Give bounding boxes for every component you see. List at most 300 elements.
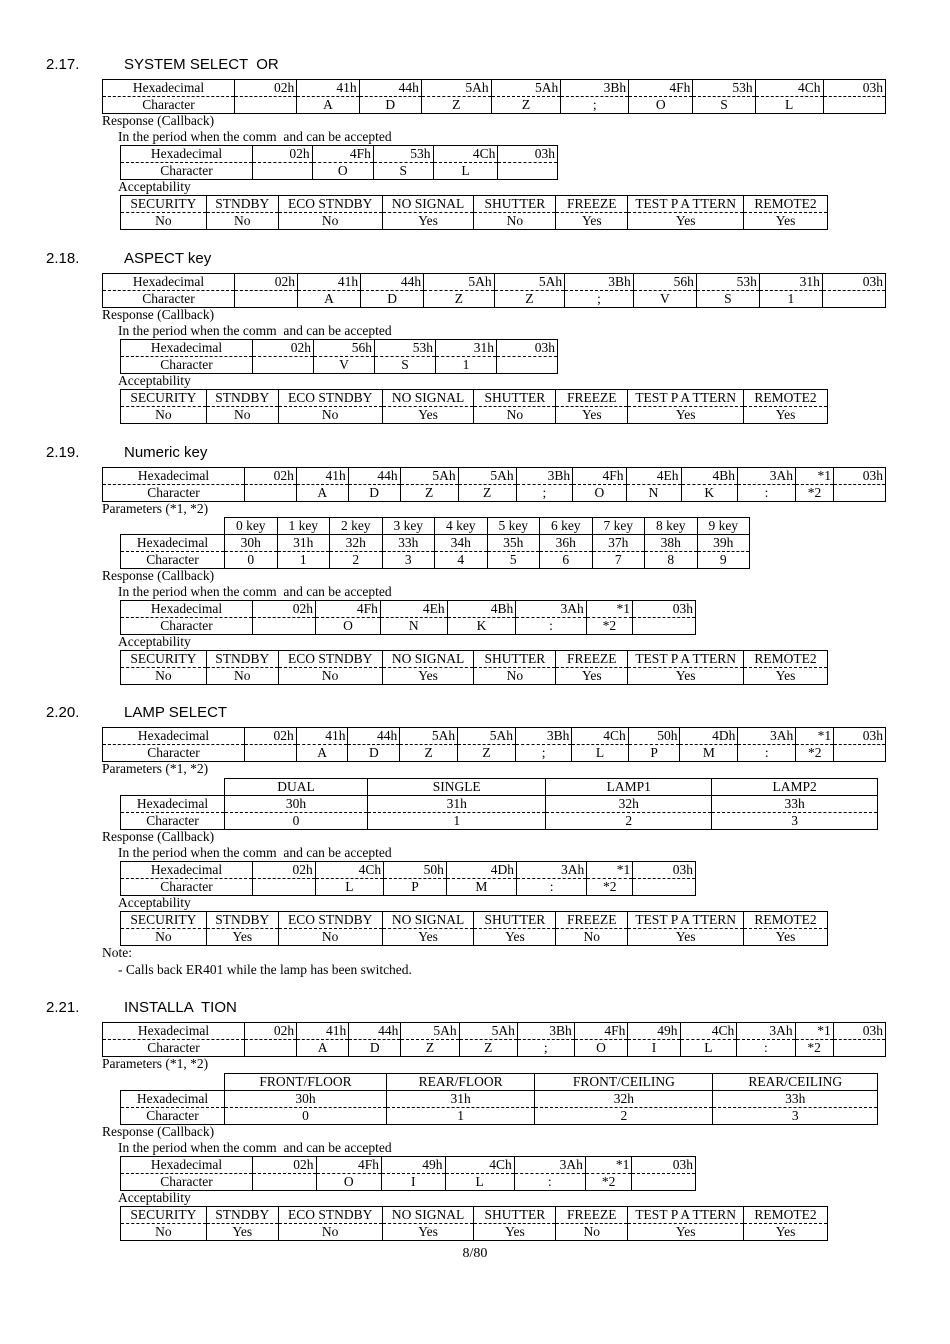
char-cell: : (516, 618, 586, 635)
acceptability-label: Acceptability (118, 373, 191, 388)
char-cell: A (296, 485, 348, 502)
section-title: ASPECT key (124, 250, 212, 267)
hex-cell: 3Bh (517, 1023, 574, 1040)
response-label: Response (Callback) (102, 568, 215, 583)
acc-value: Yes (382, 213, 474, 230)
hex-cell: 50h (628, 728, 680, 745)
hex-cell: 03h (823, 80, 885, 97)
page-number: 8/80 (462, 1246, 488, 1261)
char-row-label: Character (121, 163, 253, 180)
char-cell: N (626, 485, 681, 502)
char-cell (253, 618, 316, 635)
hex-cell: 4Dh (446, 862, 516, 879)
hex-cell: 53h (696, 274, 759, 291)
acc-header: STNDBY (206, 1207, 278, 1224)
char-cell: Z (458, 745, 516, 762)
acceptability-table (120, 195, 828, 230)
hex-cell: 3Bh (565, 274, 634, 291)
char-cell (497, 357, 558, 374)
acc-header: TEST P A TTERN (628, 1207, 744, 1224)
char-row-label: Character (103, 745, 245, 762)
parameters-label: Parameters (*1, *2) (102, 1056, 209, 1071)
acc-header: SECURITY (121, 1207, 207, 1224)
acc-value: Yes (206, 1224, 278, 1241)
char-cell (235, 97, 297, 114)
acc-value: Yes (744, 407, 828, 424)
acc-value: No (556, 1224, 628, 1241)
param-char: 1 (387, 1108, 535, 1125)
hex-cell: 4Fh (316, 601, 381, 618)
hex-cell: 02h (245, 468, 297, 485)
acc-header: STNDBY (206, 912, 278, 929)
hex-cell: 5Ah (491, 80, 561, 97)
hex-cell: 03h (834, 468, 886, 485)
hex-cell: 3Ah (737, 1023, 795, 1040)
param-hex: 31h (277, 535, 330, 552)
hex-cell: 5Ah (458, 728, 516, 745)
acc-value: No (121, 668, 207, 685)
char-cell: I (382, 1174, 446, 1191)
param-header: 5 key (487, 518, 540, 535)
param-char: 0 (225, 552, 278, 569)
hex-cell: 5Ah (458, 468, 516, 485)
acc-value: Yes (556, 668, 628, 685)
hex-row-label: Hexadecimal (121, 1091, 225, 1108)
acc-value: No (278, 213, 382, 230)
hex-cell: 5Ah (421, 80, 491, 97)
char-cell: ; (516, 485, 573, 502)
hex-row-label: Hexadecimal (103, 274, 235, 291)
char-cell: K (681, 485, 738, 502)
char-cell: V (633, 291, 696, 308)
acc-value: Yes (744, 929, 828, 946)
char-cell: A (296, 745, 348, 762)
acceptability-label: Acceptability (118, 634, 191, 649)
char-row-label: Character (121, 879, 253, 896)
acc-value: Yes (744, 213, 828, 230)
section-title: Numeric key (124, 444, 208, 461)
hex-cell: 5Ah (400, 728, 458, 745)
acc-value: No (121, 213, 207, 230)
response-table (120, 1156, 696, 1191)
char-cell: ; (517, 1040, 574, 1057)
char-row-label: Character (121, 357, 253, 374)
hex-cell: 4Ch (433, 146, 498, 163)
acc-header: STNDBY (206, 196, 278, 213)
acc-value: Yes (382, 668, 474, 685)
param-char: 2 (535, 1108, 713, 1125)
acc-value: No (474, 407, 556, 424)
hex-cell: 5Ah (401, 1023, 459, 1040)
char-cell (245, 1040, 297, 1057)
acc-value: Yes (556, 213, 628, 230)
param-header: LAMP1 (546, 779, 712, 796)
hex-cell: 3Ah (517, 862, 587, 879)
char-cell: Z (459, 1040, 517, 1057)
parameters-label: Parameters (*1, *2) (102, 501, 209, 516)
char-cell: Z (491, 97, 561, 114)
acc-header: REMOTE2 (744, 651, 828, 668)
param-char: 0 (225, 813, 368, 830)
hex-cell: 3Ah (516, 601, 586, 618)
char-cell: Z (421, 97, 491, 114)
acc-header: FREEZE (556, 912, 628, 929)
char-cell: O (312, 163, 373, 180)
response-label: Response (Callback) (102, 829, 215, 844)
char-cell (253, 357, 314, 374)
char-row-label: Character (121, 1108, 225, 1125)
hex-cell: 44h (348, 728, 400, 745)
hex-cell: 4Fh (573, 468, 626, 485)
command-table (102, 79, 886, 114)
hex-cell: 3Bh (561, 80, 629, 97)
acc-value: Yes (628, 407, 744, 424)
acc-header: NO SIGNAL (382, 1207, 474, 1224)
period-label: In the period when the comm and can be accepted (118, 129, 392, 144)
hex-cell: 02h (235, 80, 297, 97)
acc-value: No (121, 929, 207, 946)
acc-value: Yes (744, 668, 828, 685)
hex-cell: 4Fh (316, 1157, 381, 1174)
param-corner (121, 1074, 225, 1091)
param-hex: 37h (592, 535, 645, 552)
char-cell: D (359, 97, 421, 114)
hex-cell: 03h (833, 1023, 885, 1040)
char-cell: : (517, 879, 587, 896)
char-cell: O (573, 485, 626, 502)
param-header: 6 key (540, 518, 593, 535)
char-cell: : (738, 485, 796, 502)
hex-cell: 56h (314, 340, 375, 357)
param-hex: 33h (713, 1091, 878, 1108)
hex-cell: 44h (361, 274, 424, 291)
acc-header: ECO STNDBY (278, 912, 382, 929)
param-header: FRONT/FLOOR (225, 1074, 387, 1091)
char-cell: O (629, 97, 693, 114)
param-header: 8 key (645, 518, 698, 535)
char-cell (253, 879, 316, 896)
acc-header: SECURITY (121, 196, 207, 213)
acceptability-label: Acceptability (118, 895, 191, 910)
hex-cell: 41h (298, 274, 361, 291)
response-label: Response (Callback) (102, 307, 215, 322)
char-cell: Z (424, 291, 495, 308)
char-cell: A (297, 97, 359, 114)
response-table (120, 861, 696, 896)
hex-cell: 41h (296, 468, 348, 485)
char-cell: P (384, 879, 447, 896)
hex-cell: 02h (253, 1157, 317, 1174)
hex-row-label: Hexadecimal (103, 728, 245, 745)
hex-row-label: Hexadecimal (121, 796, 225, 813)
acc-header: SHUTTER (474, 390, 556, 407)
char-row-label: Character (121, 552, 225, 569)
hex-cell: *1 (587, 862, 633, 879)
acc-value: Yes (556, 407, 628, 424)
section-number: 2.20. (46, 704, 80, 721)
char-cell (822, 291, 885, 308)
hex-cell: 49h (382, 1157, 446, 1174)
acc-header: TEST P A TTERN (628, 390, 744, 407)
hex-cell: 4Fh (312, 146, 373, 163)
param-hex: 31h (368, 796, 546, 813)
char-cell: K (447, 618, 516, 635)
char-cell: V (314, 357, 375, 374)
period-label: In the period when the comm and can be accepted (118, 845, 392, 860)
hex-cell: 41h (296, 728, 348, 745)
acc-header: TEST P A TTERN (628, 912, 744, 929)
char-cell: A (297, 1040, 349, 1057)
period-label: In the period when the comm and can be accepted (118, 1140, 392, 1155)
command-table (102, 1022, 886, 1057)
param-header: REAR/CEILING (713, 1074, 878, 1091)
hex-row-label: Hexadecimal (121, 862, 253, 879)
acc-value: Yes (382, 929, 474, 946)
hex-cell: 41h (297, 1023, 349, 1040)
acc-header: SECURITY (121, 390, 207, 407)
hex-row-label: Hexadecimal (121, 535, 225, 552)
param-char: 5 (487, 552, 540, 569)
param-char: 1 (368, 813, 546, 830)
char-cell (245, 745, 297, 762)
hex-cell: 03h (822, 274, 885, 291)
hex-cell: 3Ah (738, 468, 796, 485)
response-label: Response (Callback) (102, 113, 215, 128)
char-cell (833, 1040, 885, 1057)
hex-cell: 02h (235, 274, 298, 291)
char-cell: Z (401, 1040, 459, 1057)
hex-cell: 03h (632, 1157, 696, 1174)
char-cell: Z (458, 485, 516, 502)
param-header: 0 key (225, 518, 278, 535)
hex-cell: 4Ch (445, 1157, 514, 1174)
char-cell: S (375, 357, 436, 374)
char-cell: D (361, 291, 424, 308)
char-cell: L (680, 1040, 737, 1057)
char-cell: A (298, 291, 361, 308)
acc-header: NO SIGNAL (382, 651, 474, 668)
acc-header: FREEZE (556, 651, 628, 668)
acc-header: SECURITY (121, 912, 207, 929)
char-cell: D (348, 745, 400, 762)
char-row-label: Character (103, 97, 235, 114)
char-cell: *2 (796, 485, 834, 502)
acc-value: No (121, 1224, 207, 1241)
acc-header: NO SIGNAL (382, 390, 474, 407)
char-cell: *2 (795, 1040, 833, 1057)
acc-header: REMOTE2 (744, 196, 828, 213)
hex-cell: 56h (633, 274, 696, 291)
char-cell (823, 97, 885, 114)
hex-cell: 03h (632, 601, 695, 618)
param-char: 3 (382, 552, 435, 569)
hex-cell: 3Ah (738, 728, 796, 745)
param-header: FRONT/CEILING (535, 1074, 713, 1091)
hex-cell: 41h (297, 80, 359, 97)
param-header: 3 key (382, 518, 435, 535)
hex-cell: 4Eh (380, 601, 447, 618)
hex-cell: 5Ah (400, 468, 458, 485)
char-cell (235, 291, 298, 308)
hex-cell: 44h (348, 468, 400, 485)
acc-value: Yes (628, 1224, 744, 1241)
param-char: 4 (435, 552, 488, 569)
hex-cell: 4Bh (681, 468, 738, 485)
acc-value: No (278, 1224, 382, 1241)
hex-cell: 03h (633, 862, 696, 879)
char-cell: 1 (759, 291, 822, 308)
acc-header: ECO STNDBY (278, 651, 382, 668)
char-cell: S (373, 163, 433, 180)
char-cell: Z (400, 745, 458, 762)
parameters-label: Parameters (*1, *2) (102, 761, 209, 776)
acc-value: No (206, 407, 278, 424)
hex-cell: 53h (373, 146, 433, 163)
char-cell: ; (515, 745, 571, 762)
acc-header: ECO STNDBY (278, 390, 382, 407)
acceptability-table (120, 1206, 828, 1241)
char-cell: L (755, 97, 823, 114)
parameters-table (120, 517, 750, 569)
char-cell: L (433, 163, 498, 180)
hex-cell: *1 (586, 601, 632, 618)
param-header: 4 key (435, 518, 488, 535)
param-char: 7 (592, 552, 645, 569)
param-corner (121, 518, 225, 535)
char-cell: M (446, 879, 516, 896)
param-char: 6 (540, 552, 593, 569)
acc-value: No (474, 668, 556, 685)
parameters-table (120, 778, 878, 830)
char-cell: : (737, 1040, 795, 1057)
char-cell (633, 879, 696, 896)
acc-header: NO SIGNAL (382, 196, 474, 213)
char-cell: *2 (587, 879, 633, 896)
param-hex: 32h (546, 796, 712, 813)
char-cell: L (445, 1174, 514, 1191)
acceptability-label: Acceptability (118, 1190, 191, 1205)
hex-cell: 03h (498, 146, 558, 163)
command-table (102, 273, 886, 308)
hex-cell: 44h (359, 80, 421, 97)
hex-cell: 31h (759, 274, 822, 291)
char-cell: S (696, 291, 759, 308)
section-number: 2.19. (46, 444, 80, 461)
acc-value: No (474, 213, 556, 230)
acc-value: No (556, 929, 628, 946)
char-cell: D (348, 485, 400, 502)
acc-value: Yes (628, 668, 744, 685)
acc-value: Yes (382, 407, 474, 424)
hex-cell: *1 (795, 1023, 833, 1040)
hex-row-label: Hexadecimal (121, 146, 253, 163)
param-corner (121, 779, 225, 796)
hex-cell: *1 (796, 728, 834, 745)
hex-cell: 4Dh (680, 728, 738, 745)
acc-header: TEST P A TTERN (628, 196, 744, 213)
param-hex: 34h (435, 535, 488, 552)
char-cell: M (680, 745, 738, 762)
hex-cell: 4Ch (680, 1023, 737, 1040)
hex-cell: 4Eh (626, 468, 681, 485)
hex-cell: 02h (253, 340, 314, 357)
param-hex: 35h (487, 535, 540, 552)
section-number: 2.17. (46, 56, 80, 73)
acc-header: REMOTE2 (744, 1207, 828, 1224)
param-char: 8 (645, 552, 698, 569)
acc-header: SHUTTER (474, 651, 556, 668)
acc-header: SHUTTER (474, 1207, 556, 1224)
param-hex: 30h (225, 535, 278, 552)
hex-cell: 44h (349, 1023, 401, 1040)
acc-header: SHUTTER (474, 912, 556, 929)
char-cell: L (572, 745, 628, 762)
hex-cell: 5Ah (459, 1023, 517, 1040)
param-hex: 39h (697, 535, 750, 552)
param-hex: 30h (225, 796, 368, 813)
acc-value: No (206, 213, 278, 230)
char-cell: I (628, 1040, 680, 1057)
hex-cell: 4Ch (755, 80, 823, 97)
acc-header: SHUTTER (474, 196, 556, 213)
acc-header: NO SIGNAL (382, 912, 474, 929)
hex-cell: *1 (585, 1157, 632, 1174)
char-cell: S (693, 97, 755, 114)
param-char: 2 (330, 552, 383, 569)
char-cell: *2 (586, 618, 632, 635)
param-hex: 38h (645, 535, 698, 552)
acc-header: FREEZE (556, 390, 628, 407)
param-hex: 31h (387, 1091, 535, 1108)
acc-header: FREEZE (556, 1207, 628, 1224)
section-number: 2.21. (46, 999, 80, 1016)
acc-header: ECO STNDBY (278, 196, 382, 213)
hex-cell: 50h (384, 862, 447, 879)
acceptability-table (120, 911, 828, 946)
param-hex: 32h (535, 1091, 713, 1108)
param-char: 3 (713, 1108, 878, 1125)
hex-row-label: Hexadecimal (103, 1023, 245, 1040)
param-hex: 30h (225, 1091, 387, 1108)
char-cell (498, 163, 558, 180)
hex-cell: 53h (693, 80, 755, 97)
acc-value: Yes (628, 929, 744, 946)
char-row-label: Character (103, 291, 235, 308)
acc-header: FREEZE (556, 196, 628, 213)
acc-value: No (278, 668, 382, 685)
char-cell: D (349, 1040, 401, 1057)
param-char: 1 (277, 552, 330, 569)
response-table (120, 600, 696, 635)
hex-cell: 4Ch (315, 862, 383, 879)
section-title: LAMP SELECT (124, 704, 228, 721)
acc-value: Yes (474, 929, 556, 946)
note-label: Note: (102, 945, 132, 960)
acc-value: Yes (206, 929, 278, 946)
section-title: SYSTEM SELECT OR (124, 56, 279, 73)
acc-header: STNDBY (206, 390, 278, 407)
hex-cell: 3Ah (514, 1157, 585, 1174)
param-header: REAR/FLOOR (387, 1074, 535, 1091)
char-row-label: Character (103, 1040, 245, 1057)
acc-value: No (121, 407, 207, 424)
char-cell (834, 745, 886, 762)
acc-value: Yes (744, 1224, 828, 1241)
note-text: - Calls back ER401 while the lamp has been switched. (118, 962, 412, 977)
param-char: 3 (712, 813, 878, 830)
hex-cell: 4Ch (572, 728, 628, 745)
command-table (102, 727, 886, 762)
